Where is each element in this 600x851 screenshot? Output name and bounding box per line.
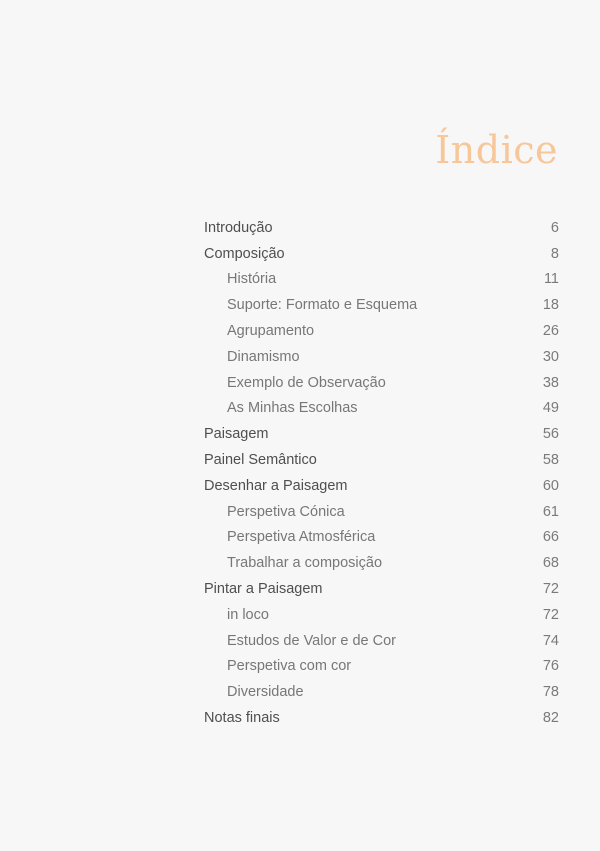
toc-entry-label: Estudos de Valor e de Cor: [227, 632, 396, 649]
toc-entry-page-number: 72: [542, 606, 559, 623]
toc-entry-page-number: 78: [542, 684, 559, 701]
toc-entry-label: Composição: [204, 245, 285, 262]
toc-subentry[interactable]: [204, 628, 559, 654]
toc-entry-label: Perspetiva com cor: [227, 658, 352, 675]
toc-entry-label: Diversidade: [227, 684, 304, 701]
toc-entry[interactable]: [204, 576, 559, 602]
toc-entry-page-number: 30: [542, 348, 559, 365]
toc-entry[interactable]: [204, 705, 559, 731]
toc-entry-label: Desenhar a Paisagem: [204, 477, 348, 494]
toc-entry[interactable]: [204, 447, 559, 473]
toc-subentry[interactable]: [204, 318, 559, 344]
toc-subentry[interactable]: [204, 550, 559, 576]
toc-entry-label: Pintar a Paisagem: [204, 581, 323, 598]
toc-entry-page-number: 8: [550, 245, 559, 262]
toc-entry-page-number: 76: [542, 658, 559, 675]
toc-entry-label: História: [227, 271, 277, 288]
toc-entry-page-number: 82: [542, 710, 559, 727]
toc-subentry[interactable]: [204, 370, 559, 396]
toc-entry-page-number: 11: [543, 271, 559, 288]
toc-entry-page-number: 58: [542, 452, 559, 469]
toc-entry-label: Trabalhar a composição: [227, 555, 383, 572]
toc-entry-label: Notas finais: [204, 710, 280, 727]
toc-entry-page-number: 66: [542, 529, 559, 546]
toc-subentry[interactable]: [204, 396, 559, 422]
toc-entry-label: in loco: [227, 606, 269, 623]
toc-entry-label: Perspetiva Atmosférica: [227, 529, 376, 546]
table-of-contents: [204, 215, 559, 731]
toc-entry-label: Agrupamento: [227, 323, 315, 340]
toc-entry-label: Perspetiva Cónica: [227, 503, 345, 520]
toc-entry[interactable]: [204, 473, 559, 499]
toc-subentry[interactable]: [204, 292, 559, 318]
toc-entry-page-number: 49: [542, 400, 559, 417]
toc-entry-page-number: 61: [542, 503, 559, 520]
toc-entry[interactable]: [204, 215, 559, 241]
toc-entry-label: Painel Semântico: [204, 452, 317, 469]
toc-subentry[interactable]: [204, 267, 559, 293]
toc-entry-page-number: 26: [542, 323, 559, 340]
toc-entry-label: Suporte: Formato e Esquema: [227, 297, 418, 314]
toc-entry[interactable]: [204, 421, 559, 447]
toc-entry-page-number: 72: [542, 581, 559, 598]
toc-subentry[interactable]: [204, 525, 559, 551]
toc-entry-label: Introdução: [204, 219, 273, 236]
toc-entry-page-number: 38: [542, 374, 559, 391]
toc-entry-page-number: 56: [542, 426, 559, 443]
toc-entry-page-number: 60: [542, 477, 559, 494]
toc-entry[interactable]: [204, 241, 559, 267]
toc-subentry[interactable]: [204, 499, 559, 525]
toc-subentry[interactable]: [204, 654, 559, 680]
toc-entry-label: Paisagem: [204, 426, 269, 443]
toc-subentry[interactable]: [204, 602, 559, 628]
toc-entry-label: Dinamismo: [227, 348, 300, 365]
toc-entry-page-number: 68: [542, 555, 559, 572]
page-title: Índice: [435, 128, 558, 172]
toc-entry-label: Exemplo de Observação: [227, 374, 386, 391]
toc-entry-page-number: 6: [550, 219, 559, 236]
toc-entry-page-number: 74: [542, 632, 559, 649]
toc-entry-label: As Minhas Escolhas: [227, 400, 358, 417]
toc-subentry[interactable]: [204, 679, 559, 705]
toc-subentry[interactable]: [204, 344, 559, 370]
toc-entry-page-number: 18: [542, 297, 559, 314]
